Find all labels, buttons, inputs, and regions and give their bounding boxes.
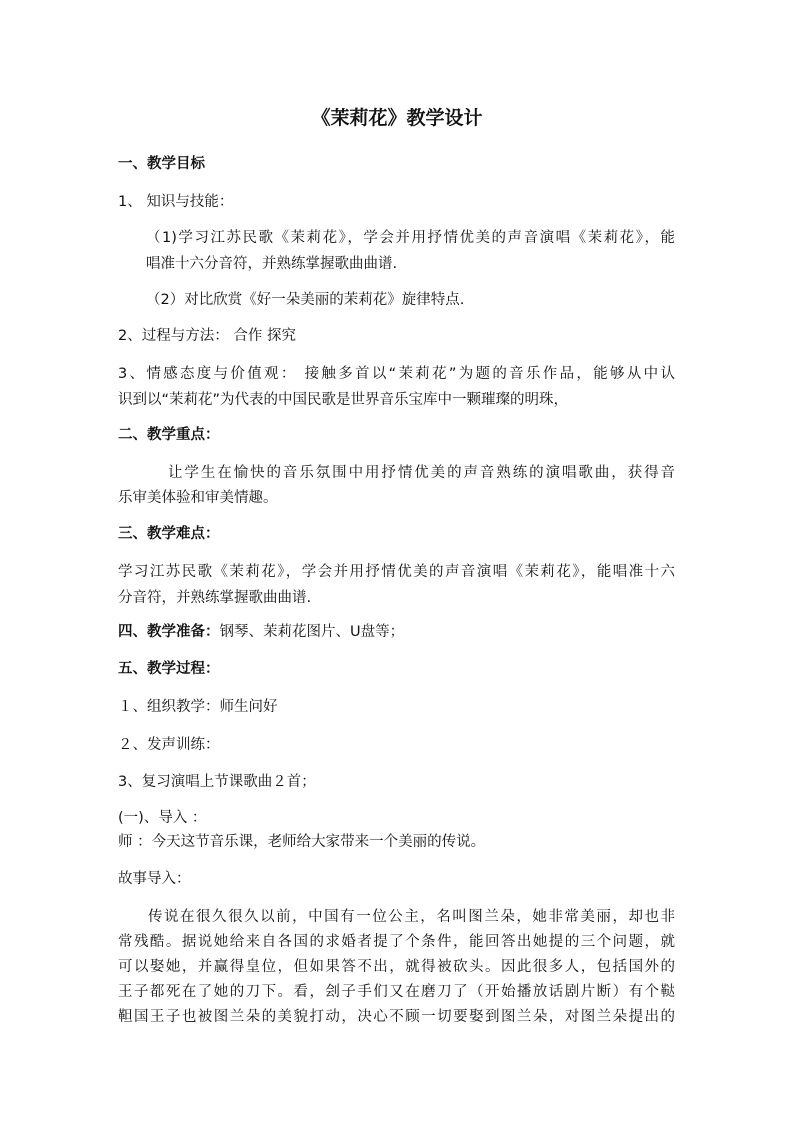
paragraph-line: 常残酷。据说她给来自各国的求婚者提了个条件，能回答出她提的三个问题，就 bbox=[118, 934, 675, 950]
paragraph-line-preparation bbox=[118, 622, 404, 642]
paragraph-line: 乐审美体验和审美情趣。 bbox=[118, 490, 278, 506]
paragraph-line: 3、复习演唱上节课歌曲２首； bbox=[118, 774, 316, 790]
paragraph-line: 靼国王子也被图兰朵的美貌打动，决心不顾一切要娶到图兰朵，对图兰朵提出的 bbox=[118, 1009, 675, 1025]
paragraph-line: 可以娶她，并赢得皇位，但如果答不出，就得被砍头。因此很多人，包括国外的 bbox=[118, 959, 675, 975]
paragraph-line: １、组织教学：师生问好 bbox=[118, 699, 278, 715]
paragraph-line: （2）对比欣赏《好一朵美丽的茉莉花》旋律特点. bbox=[146, 292, 465, 308]
paragraph-line: 唱准十六分音符，并熟练掌握歌曲曲谱. bbox=[146, 256, 398, 272]
paragraph-line: （1)学习江苏民歌《茉莉花》，学会并用抒情优美的声音演唱《茉莉花》，能 bbox=[146, 230, 675, 246]
paragraph-line: ２、发声训练： bbox=[118, 737, 220, 753]
paragraph-line: 1、 知识与技能： bbox=[118, 194, 234, 210]
section-heading-preparation: 四、教学准备： bbox=[118, 624, 220, 640]
section-heading-objectives: 一、教学目标 bbox=[118, 156, 205, 172]
paragraph-line: 王子都死在了她的刀下。看，刽子手们又在磨刀了（开始播放话剧片断）有个鞑 bbox=[118, 984, 675, 1000]
paragraph-line: 传说在很久很久以前，中国有一位公主，名叫图兰朵，她非常美丽，却也非 bbox=[148, 909, 675, 925]
paragraph-line: 识到以“茉莉花”为代表的中国民歌是世界音乐宝库中一颗璀璨的明珠， bbox=[118, 392, 569, 408]
paragraph-line: 故事导入： bbox=[118, 871, 191, 887]
paragraph-line: 学习江苏民歌《茉莉花》，学会并用抒情优美的声音演唱《茉莉花》，能唱准十六 bbox=[118, 564, 675, 580]
paragraph-line: 师 ：今天这节音乐课，老师给大家带来一个美丽的传说。 bbox=[118, 834, 486, 850]
paragraph-line: 2、过程与方法： 合作 探究 bbox=[118, 328, 296, 344]
section-heading-process: 五、教学过程： bbox=[118, 661, 220, 677]
preparation-items: 钢琴、茉莉花图片、U盘等； bbox=[219, 624, 405, 640]
page-title: 《茉莉花》教学设计 bbox=[311, 107, 483, 129]
paragraph-line: 分音符，并熟练掌握歌曲曲谱. bbox=[118, 590, 312, 606]
paragraph-line: 让学生在愉快的音乐氛围中用抒情优美的声音熟练的演唱歌曲，获得音 bbox=[168, 465, 675, 481]
section-heading-key-points: 二、教学重点： bbox=[118, 427, 220, 443]
section-heading-difficulties: 三、教学难点： bbox=[118, 526, 220, 542]
paragraph-line: 3、情感态度与价值观： 接触多首以“茉莉花”为题的音乐作品，能够从中认 bbox=[118, 366, 675, 382]
paragraph-line: (一)、导入 ： bbox=[118, 810, 207, 826]
